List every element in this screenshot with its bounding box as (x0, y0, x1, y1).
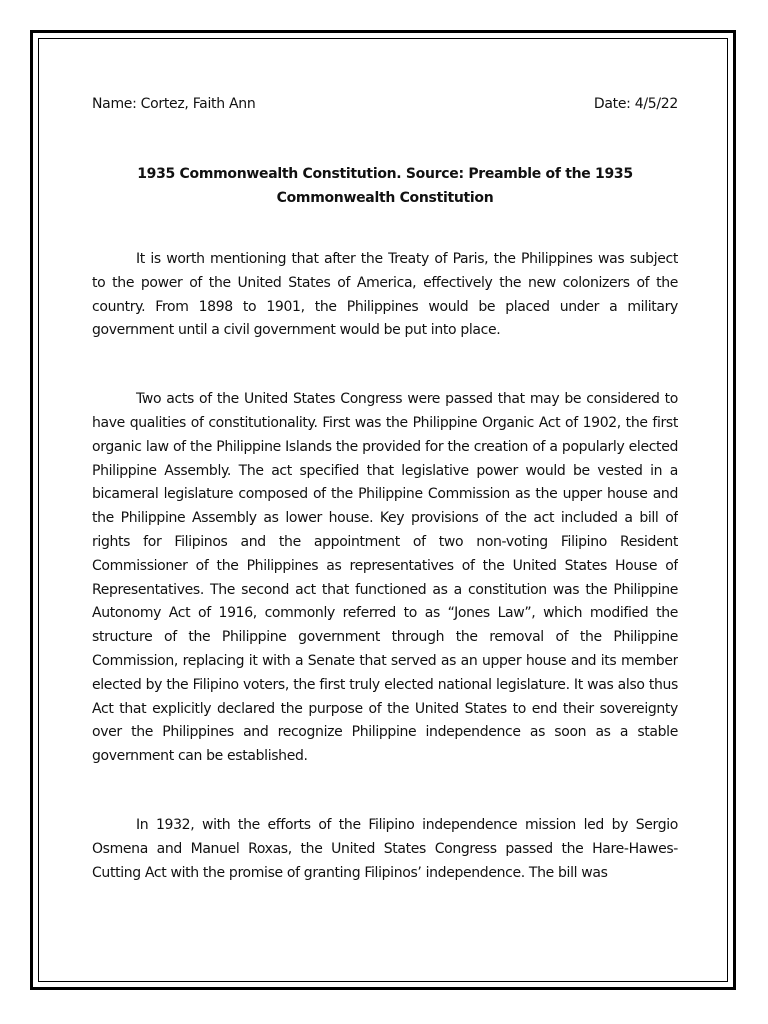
paragraph-3: In 1932, with the efforts of the Filipino independence mission led by Sergio Osmena and Manuel Roxas, the United States Congress passed the Hare-Hawes-Cutting Act with the promise of granting Filipinos’ independence. The bill was (92, 816, 678, 881)
paragraph-2: Two acts of the United States Congress were passed that may be considered to have qualities of constitutionality. First was the Philippine Organic Act of 1902, the first organic law of the Philippine Islands the provided for the creation of a popularly elected Philippine Assembly. The act specified that legislative power would be vested in a bicameral legislature composed of the Philippine Commission as the upper house and the Philippine Assembly as lower house. Key provisions of the act included a bill of rights for Filipinos and the appointment of two non-voting Filipino Resident Commissioner of the Philippines as representatives of the United States House of Representatives. The second act that functioned as a constitution was the Philippine Autonomy Act of 1916, commonly referred to as “Jones Law”, which modified the structure of the Philippine government through the removal of the Philippine Commission, replacing it with a Senate that served as an upper house and its member elected by the Filipino voters, the first truly elected national legislature. It was also thus Act that explicitly declared the purpose of the United States to end their sovereignty over the Philippines and recognize Philippine independence as soon as a stable government can be established. (92, 391, 678, 765)
document-title: 1935 Commonwealth Constitution. Source: Preamble of the 1935 Commonwealth Constitution (137, 166, 633, 206)
student-name: Name: Cortez, Faith Ann (92, 96, 256, 112)
document-date: Date: 4/5/22 (593, 96, 678, 112)
document-body (92, 92, 678, 948)
paragraph-1: It is worth mentioning that after the Treaty of Paris, the Philippines was subject to the power of the United States of America, effectively the new colonizers of the country. From 1898 to 1901, the Philippines would be placed under a military government until a civil government would be put into place. (92, 251, 678, 339)
header-row (92, 92, 678, 116)
